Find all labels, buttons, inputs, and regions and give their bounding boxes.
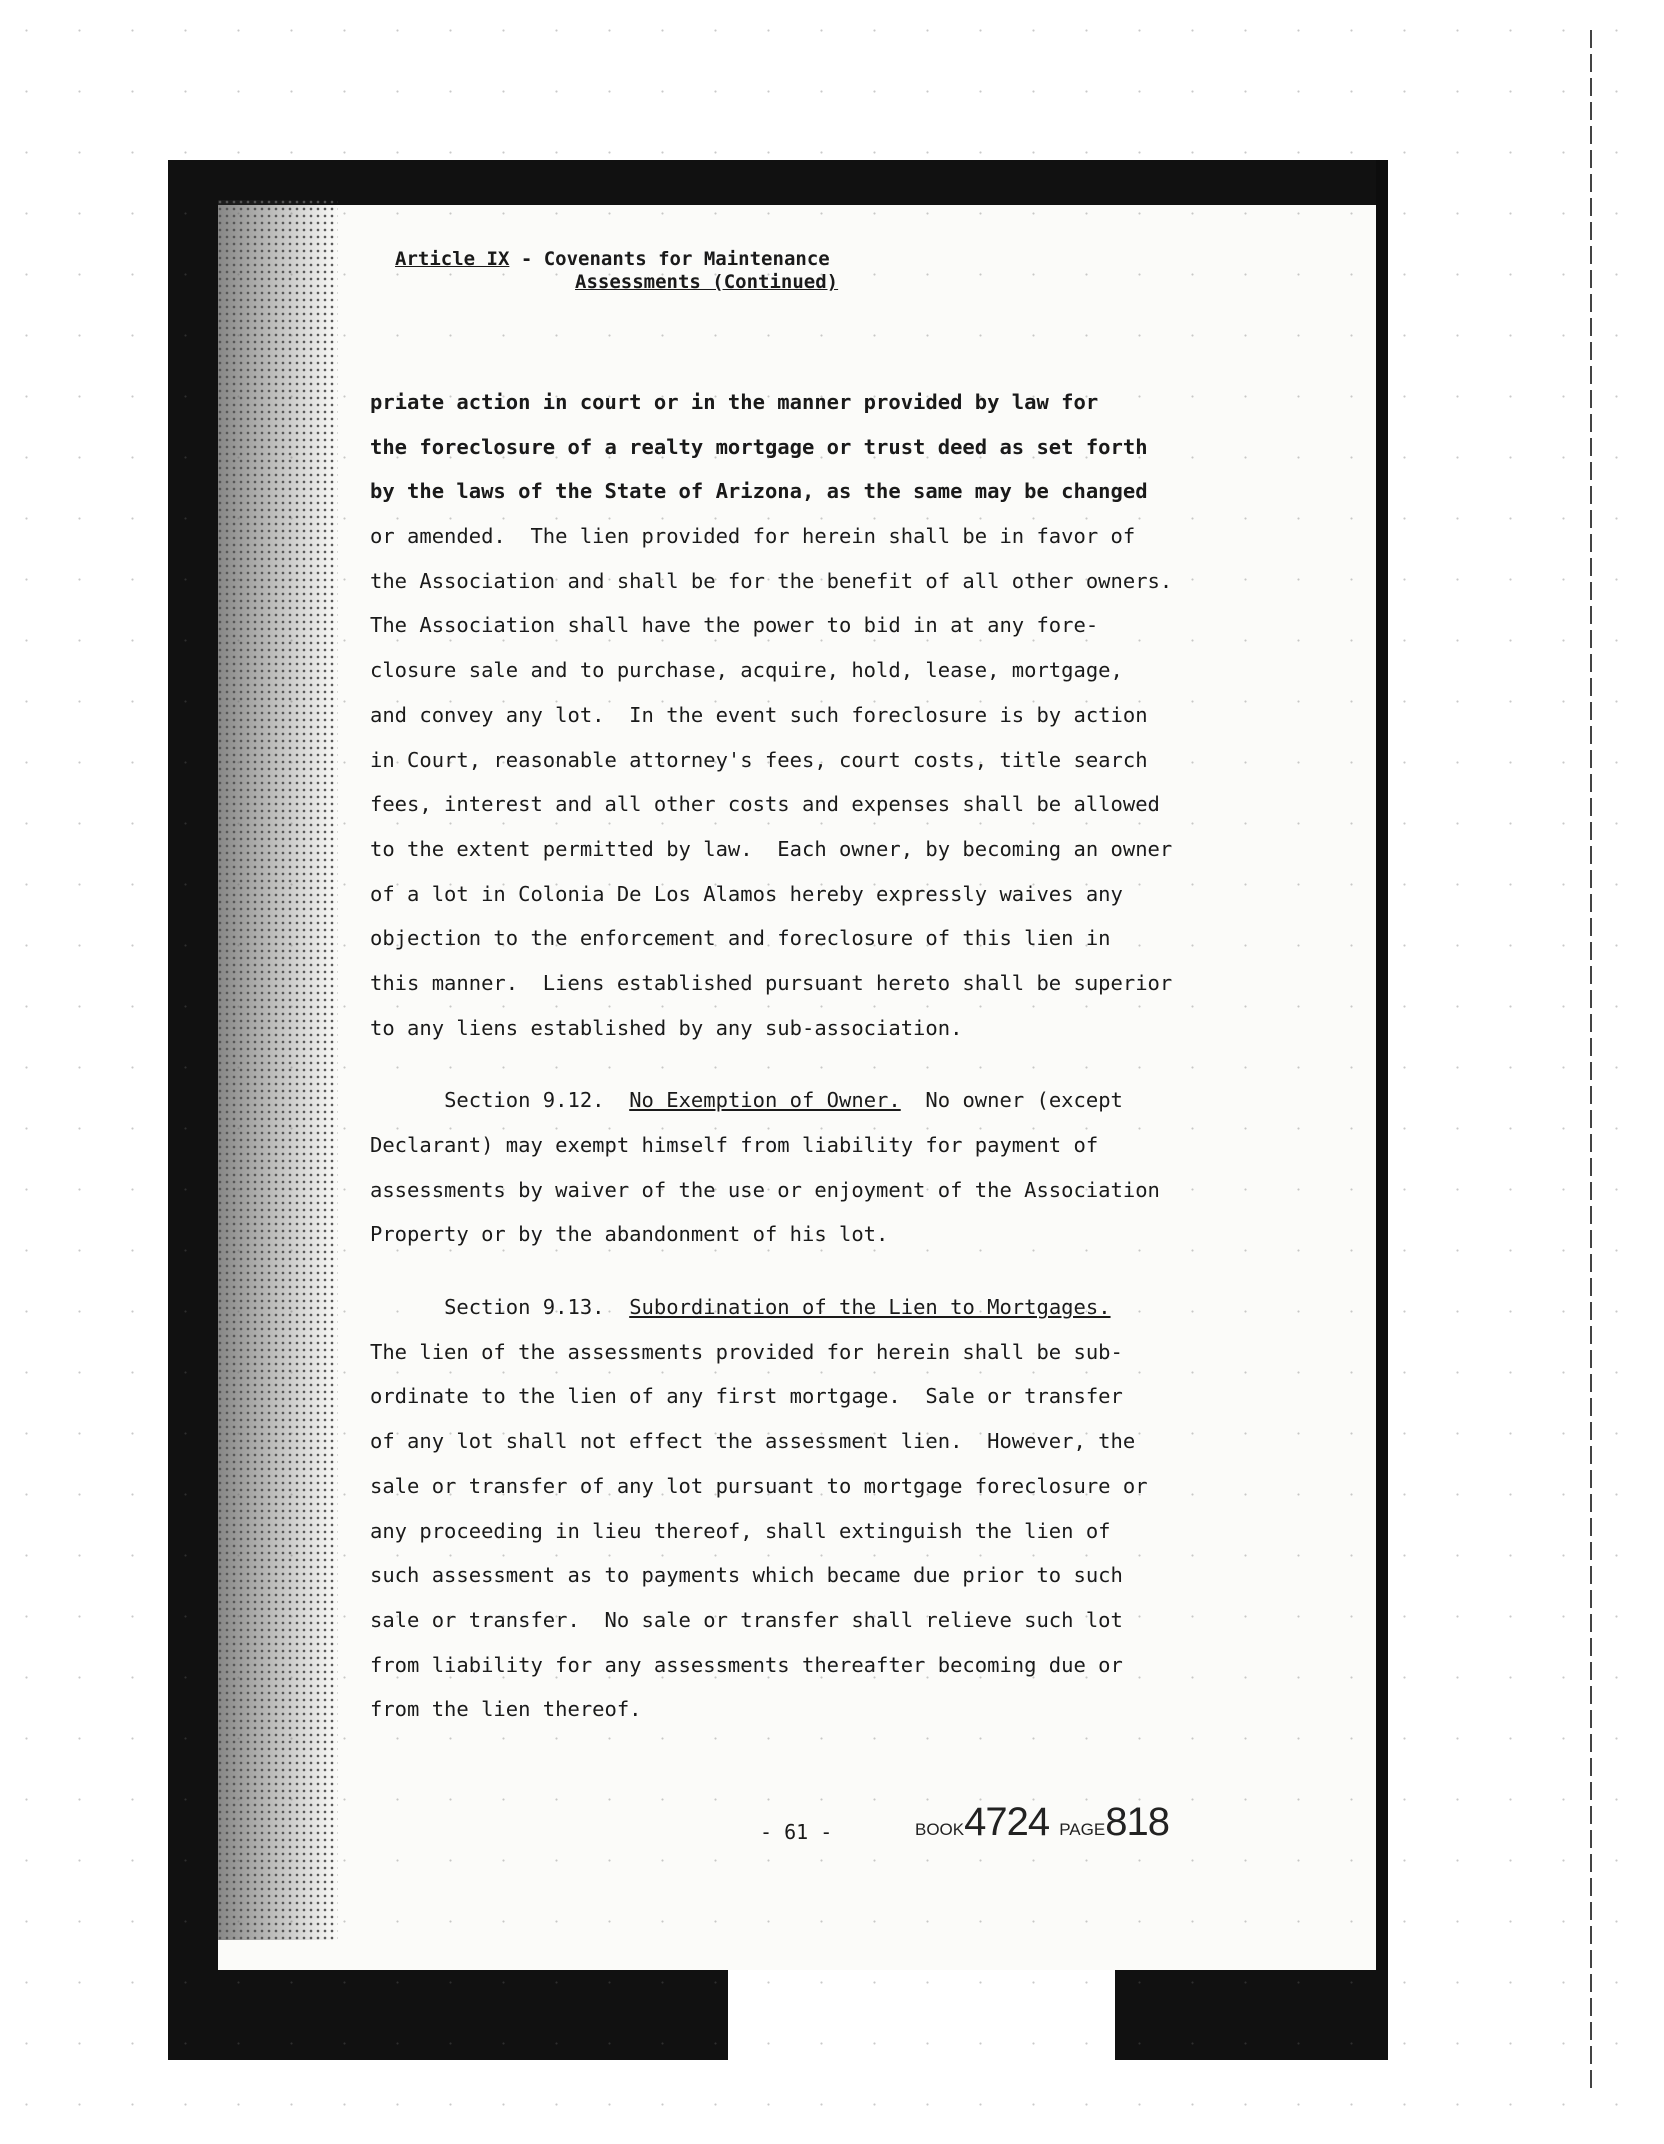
section-9-12-body <box>370 1123 1270 1257</box>
text-line: The lien of the assessments provided for herein shall be sub- <box>370 1339 1123 1364</box>
section-9-13-body <box>370 1330 1270 1732</box>
text-line: and convey any lot. In the event such foreclosure is by action <box>370 702 1148 727</box>
page-label: PAGE <box>1059 1820 1106 1839</box>
text-line: to the extent permitted by law. Each owner, by becoming an owner <box>370 836 1173 861</box>
section-9-13-first-line <box>370 1285 1270 1330</box>
text-line: such assessment as to payments which became due prior to such <box>370 1563 1123 1588</box>
article-header <box>395 248 830 270</box>
section-heading: No Exemption of Owner. <box>629 1088 901 1113</box>
text-line: or amended. The lien provided for herein shall be in favor of <box>370 524 1136 549</box>
page-ref: 818 <box>1105 1800 1169 1844</box>
section-number: Section 9.12. <box>444 1088 605 1113</box>
text-line: from liability for any assessments thereafter becoming due or <box>370 1652 1123 1677</box>
article-title-continued: Assessments (Continued) <box>575 271 839 293</box>
section-number: Section 9.13. <box>444 1295 605 1320</box>
book-number: 4724 <box>964 1800 1050 1844</box>
text-line: by the laws of the State of Arizona, as the same may be changed <box>370 479 1148 504</box>
text-line: priate action in court or in the manner provided by law for <box>370 390 1099 414</box>
article-title: - Covenants for Maintenance <box>520 248 830 270</box>
text-line: in Court, reasonable attorney's fees, court costs, title search <box>370 747 1148 772</box>
text-line: Property or by the abandonment of his lot. <box>370 1222 889 1247</box>
text-line: from the lien thereof. <box>370 1697 642 1722</box>
section-text: No owner (except <box>925 1088 1123 1113</box>
book-label: BOOK <box>915 1820 965 1839</box>
text-line: sale or transfer of any lot pursuant to mortgage foreclosure or <box>370 1473 1148 1498</box>
section-9-12-first-line <box>370 1078 1270 1123</box>
paragraph-lien-enforcement <box>370 380 1270 1050</box>
recording-stamp <box>915 1800 1169 1845</box>
text-line: the Association and shall be for the benefit of all other owners. <box>370 568 1173 593</box>
scan-edge-rule <box>1590 30 1592 2090</box>
text-line: ordinate to the lien of any first mortgage. Sale or transfer <box>370 1384 1123 1409</box>
text-line: assessments by waiver of the use or enjoyment of the Association <box>370 1177 1160 1202</box>
text-line: fees, interest and all other costs and expenses shall be allowed <box>370 792 1160 817</box>
scan-bottom-gap <box>728 1970 1115 2060</box>
text-line: this manner. Liens established pursuant hereto shall be superior <box>370 970 1173 995</box>
text-line: The Association shall have the power to bid in at any fore- <box>370 613 1099 638</box>
scan-frame-right <box>1376 160 1388 1970</box>
scan-shadow <box>218 200 338 1940</box>
text-line: Declarant) may exempt himself from liability for payment of <box>370 1133 1099 1157</box>
page-number: - 61 - <box>760 1820 833 1844</box>
text-line: closure sale and to purchase, acquire, hold, lease, mortgage, <box>370 658 1123 683</box>
document-body <box>370 380 1270 1732</box>
section-heading: Subordination of the Lien to Mortgages. <box>629 1295 1111 1320</box>
text-line: the foreclosure of a realty mortgage or trust deed as set forth <box>370 434 1148 459</box>
text-line: sale or transfer. No sale or transfer shall relieve such lot <box>370 1607 1123 1632</box>
text-line: to any liens established by any sub-association. <box>370 1015 963 1040</box>
article-label: Article IX <box>395 248 510 270</box>
text-line: of any lot shall not effect the assessment lien. However, the <box>370 1429 1136 1454</box>
text-line: any proceeding in lieu thereof, shall extinguish the lien of <box>370 1518 1111 1543</box>
text-line: objection to the enforcement and foreclosure of this lien in <box>370 926 1111 951</box>
text-line: of a lot in Colonia De Los Alamos hereby expressly waives any <box>370 881 1123 906</box>
